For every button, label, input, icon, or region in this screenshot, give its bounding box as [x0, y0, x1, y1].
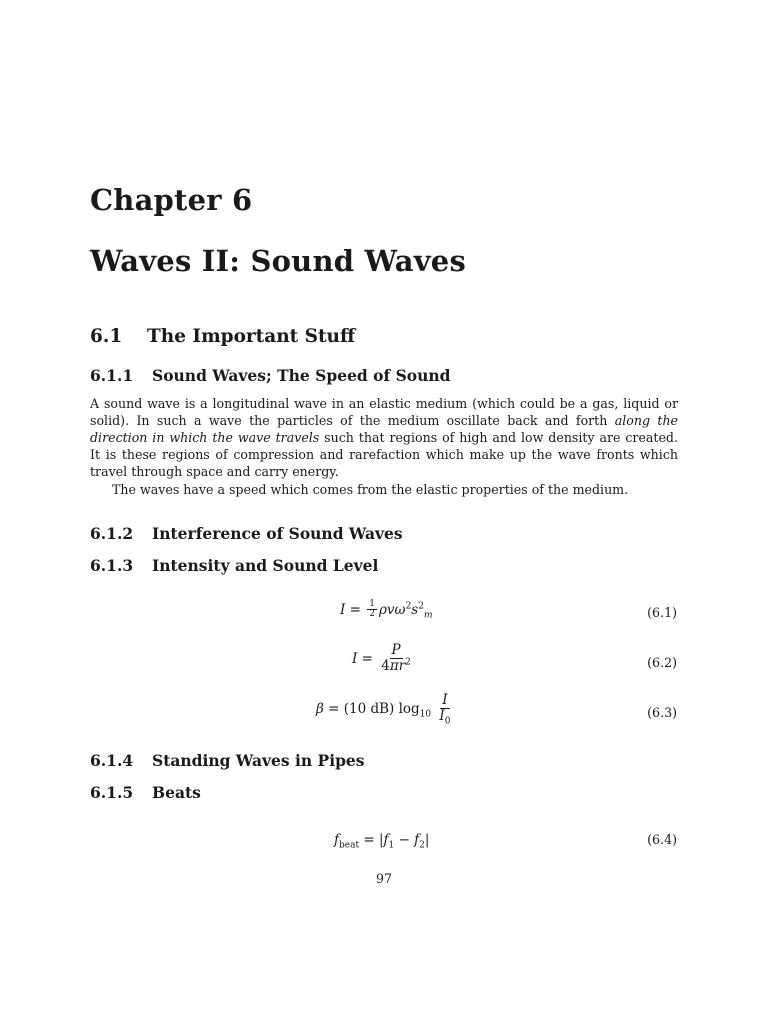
- subsection-heading-4: [90, 751, 365, 770]
- subsection-heading-1: [90, 366, 450, 385]
- subsection-title: Sound Waves; The Speed of Sound: [152, 366, 451, 385]
- subsection-title: Interference of Sound Waves: [152, 524, 403, 543]
- subsection-number: 6.1.4: [90, 751, 134, 770]
- body-paragraph-2: The waves have a speed which comes from the elastic properties of the medium.: [112, 482, 629, 497]
- paragraph-text: such that regions of high and low density are created. It is these regions of compression and rarefaction which make up the wave fronts which travel through space and carry energy.: [90, 430, 678, 479]
- chapter-label: Chapter 6: [90, 183, 253, 217]
- body-paragraph-1: [90, 395, 678, 480]
- section-number: 6.1: [90, 326, 123, 347]
- subsection-heading-2: [90, 524, 403, 543]
- page-number: 97: [375, 871, 393, 886]
- section-heading: [90, 326, 355, 347]
- equation-number: (6.2): [647, 655, 677, 670]
- equation-number: (6.4): [647, 832, 677, 847]
- paragraph-emphasis: along the direction in which the wave travels: [90, 413, 679, 445]
- paragraph-text: A sound wave is a longitudinal wave in an elastic medium (which could be a gas, liquid or solid). In such a wave the particles of the medium oscillate back and forth: [90, 396, 678, 428]
- subsection-heading-5: [90, 783, 201, 802]
- chapter-title: Waves II: Sound Waves: [90, 244, 466, 278]
- section-title: The Important Stuff: [147, 326, 356, 347]
- equation-intensity-distance: I = $\frac{P}{4\pi r^2}$: [352, 642, 411, 674]
- equation-beat-frequency: $f_{beat}$ = | $f_1$ − $f_2$ |: [334, 832, 430, 851]
- subsection-number: 6.1.2: [90, 524, 134, 543]
- subsection-title: Beats: [152, 783, 201, 802]
- equation-sound-level: β = (10 dB) $\log_{10}$ $\frac{I}{I_0}$: [316, 692, 451, 727]
- equation-number: (6.1): [647, 605, 677, 620]
- subsection-number: 6.1.1: [90, 366, 134, 385]
- subsection-title: Standing Waves in Pipes: [152, 751, 365, 770]
- subsection-title: Intensity and Sound Level: [152, 556, 379, 575]
- subsection-number: 6.1.5: [90, 783, 134, 802]
- subsection-heading-3: [90, 556, 378, 575]
- subsection-number: 6.1.3: [90, 556, 134, 575]
- equation-intensity: I = $\frac{1}{2}$ $\rho v\omega^2s^2_m$: [340, 599, 433, 621]
- equation-number: (6.3): [647, 705, 677, 720]
